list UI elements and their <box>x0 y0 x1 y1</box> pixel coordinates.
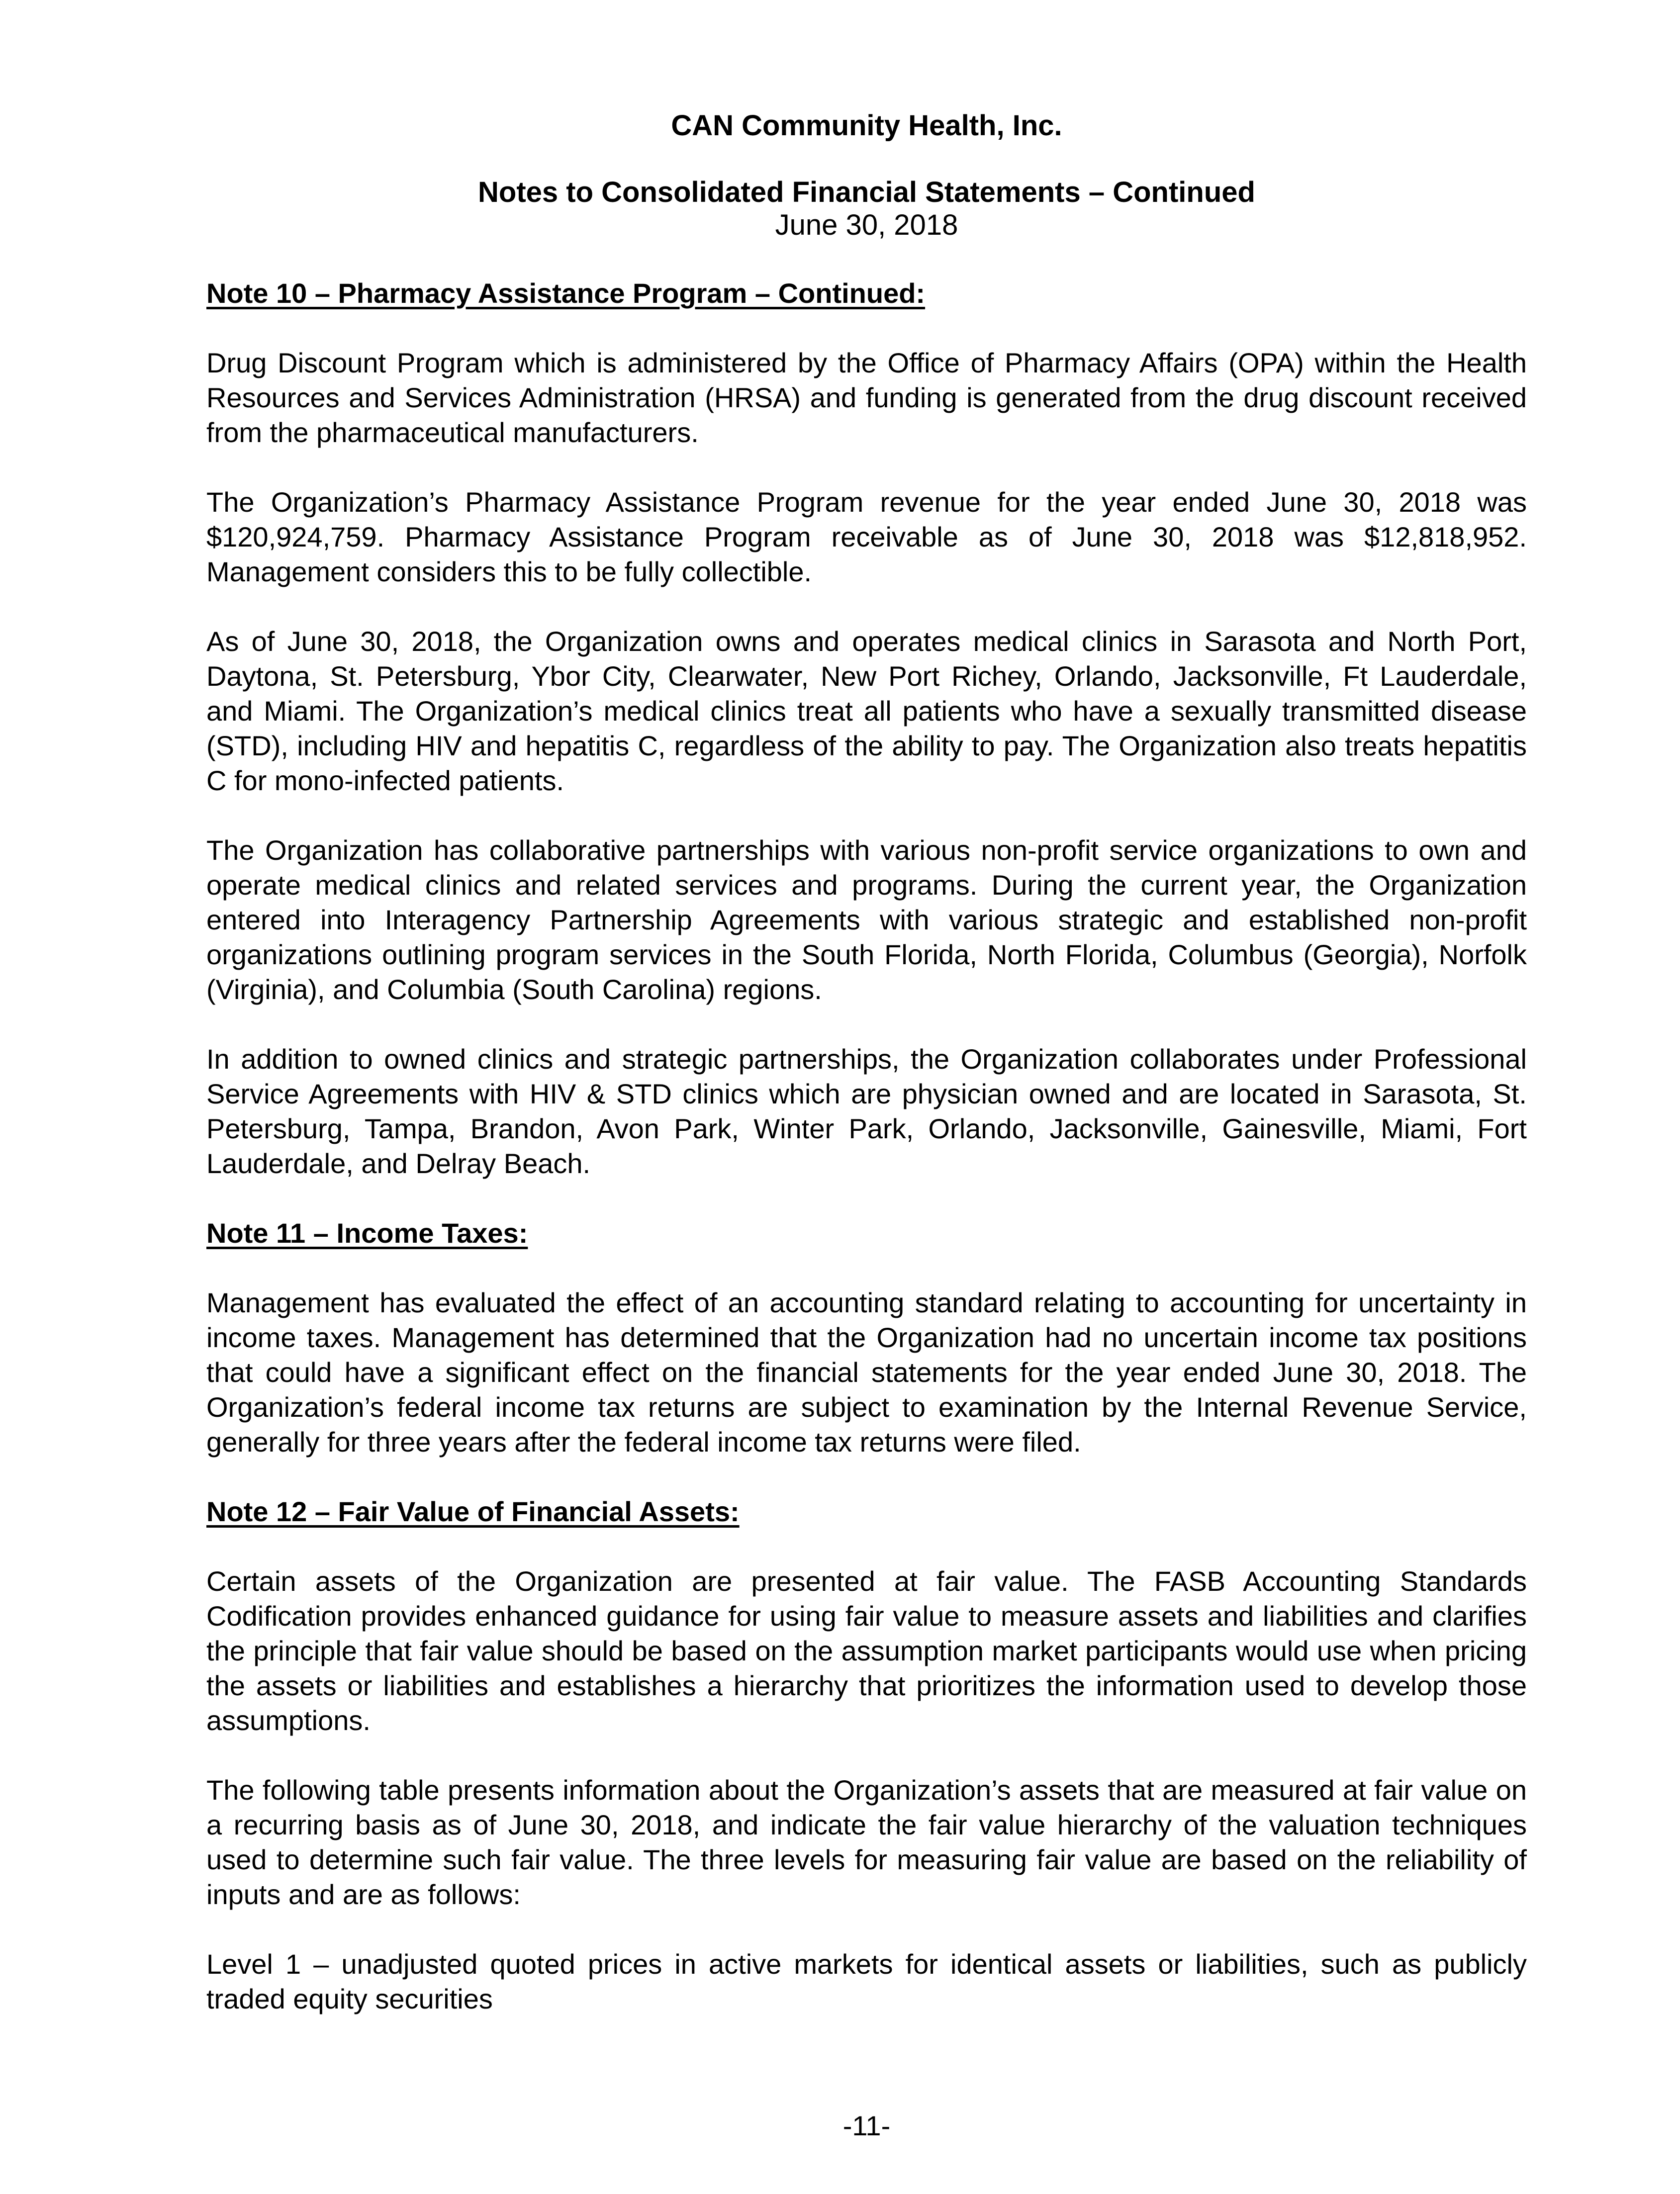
document-body <box>206 276 1527 2051</box>
note-10-paragraph-4: The Organization has collaborative partnerships with various non-profit service organizations to own and operate medical clinics and related services and programs. During the current year, the Organization entered into Interagency Partnership Agreements with various strategic and established non-profit organizations outlining program services in the South Florida, North Florida, Columbus (Georgia), Norfolk (Virginia), and Columbia (South Carolina) regions. <box>206 834 1527 1005</box>
note-11-heading: Note 11 – Income Taxes: <box>206 1217 528 1249</box>
note-12-paragraph-2: The following table presents information about the Organization’s assets that are measured at fair value on a recurring basis as of June 30, 2018, and indicate the fair value hierarchy of the valuation techniques used to determine such fair value. The three levels for measuring fair value are based on the reliability of inputs and are as follows: <box>206 1774 1527 1910</box>
note-10-heading: Note 10 – Pharmacy Assistance Program – Continued: <box>206 277 926 309</box>
note-11-section <box>206 1216 1527 1460</box>
company-name: CAN Community Health, Inc. <box>671 109 1062 142</box>
document-date: June 30, 2018 <box>775 209 958 241</box>
note-11-paragraph-1: Management has evaluated the effect of an accounting standard relating to accounting for uncertainty in income taxes. Management has determined that the Organization had no uncertain income tax positions that could have a significant effect on the financial statements for the year ended June 30, 2018. The Organization’s federal income tax returns are subject to examination by the Internal Revenue Service, generally for three years after the federal income tax returns were filed. <box>206 1287 1527 1458</box>
note-10-paragraph-2: The Organization’s Pharmacy Assistance Program revenue for the year ended June 30, 2018 was $120,924,759. Pharmacy Assistance Program receivable as of June 30, 2018 was $12,818,952. Management considers this to be fully collectible. <box>206 486 1527 587</box>
note-12-heading: Note 12 – Fair Value of Financial Assets: <box>206 1496 740 1527</box>
note-12-level-1-definition: Level 1 – unadjusted quoted prices in active markets for identical assets or liabilities, such as publicly traded equity securities <box>206 1948 1527 2014</box>
note-10-paragraph-5: In addition to owned clinics and strategic partnerships, the Organization collaborates under Professional Service Agreements with HIV & STD clinics which are physician owned and are located in Sarasota, St. Petersburg, Tampa, Brandon, Avon Park, Winter Park, Orlando, Jacksonville, Gainesville, Miami, Fort Lauderdale, and Delray Beach. <box>206 1043 1527 1179</box>
note-10-paragraph-3: As of June 30, 2018, the Organization owns and operates medical clinics in Sarasota and North Port, Daytona, St. Petersburg, Ybor City, Clearwater, New Port Richey, Orlando, Jacksonville, Ft Lauderdale, and Miami. The Organization’s medical clinics treat all patients who have a sexually transmitted disease (STD), including HIV and hepatitis C, regardless of the ability to pay. The Organization also treats hepatitis C for mono-infected patients. <box>206 626 1527 796</box>
note-10-section <box>206 276 1527 1181</box>
note-10-paragraph-1: Drug Discount Program which is administered by the Office of Pharmacy Affairs (OPA) within the Health Resources and Services Administration (HRSA) and funding is generated from the drug discount received from the pharmaceutical manufacturers. <box>206 347 1527 448</box>
note-12-paragraph-1: Certain assets of the Organization are presented at fair value. The FASB Accounting Standards Codification provides enhanced guidance for using fair value to measure assets and liabilities and clarifies the principle that fair value should be based on the assumption market participants would use when pricing the assets or liabilities and establishes a hierarchy that prioritizes the information used to develop those assumptions. <box>206 1565 1527 1736</box>
document-title: Notes to Consolidated Financial Statements – Continued <box>478 176 1255 208</box>
note-12-section <box>206 1494 1527 2016</box>
page-number: -11- <box>842 2110 891 2141</box>
